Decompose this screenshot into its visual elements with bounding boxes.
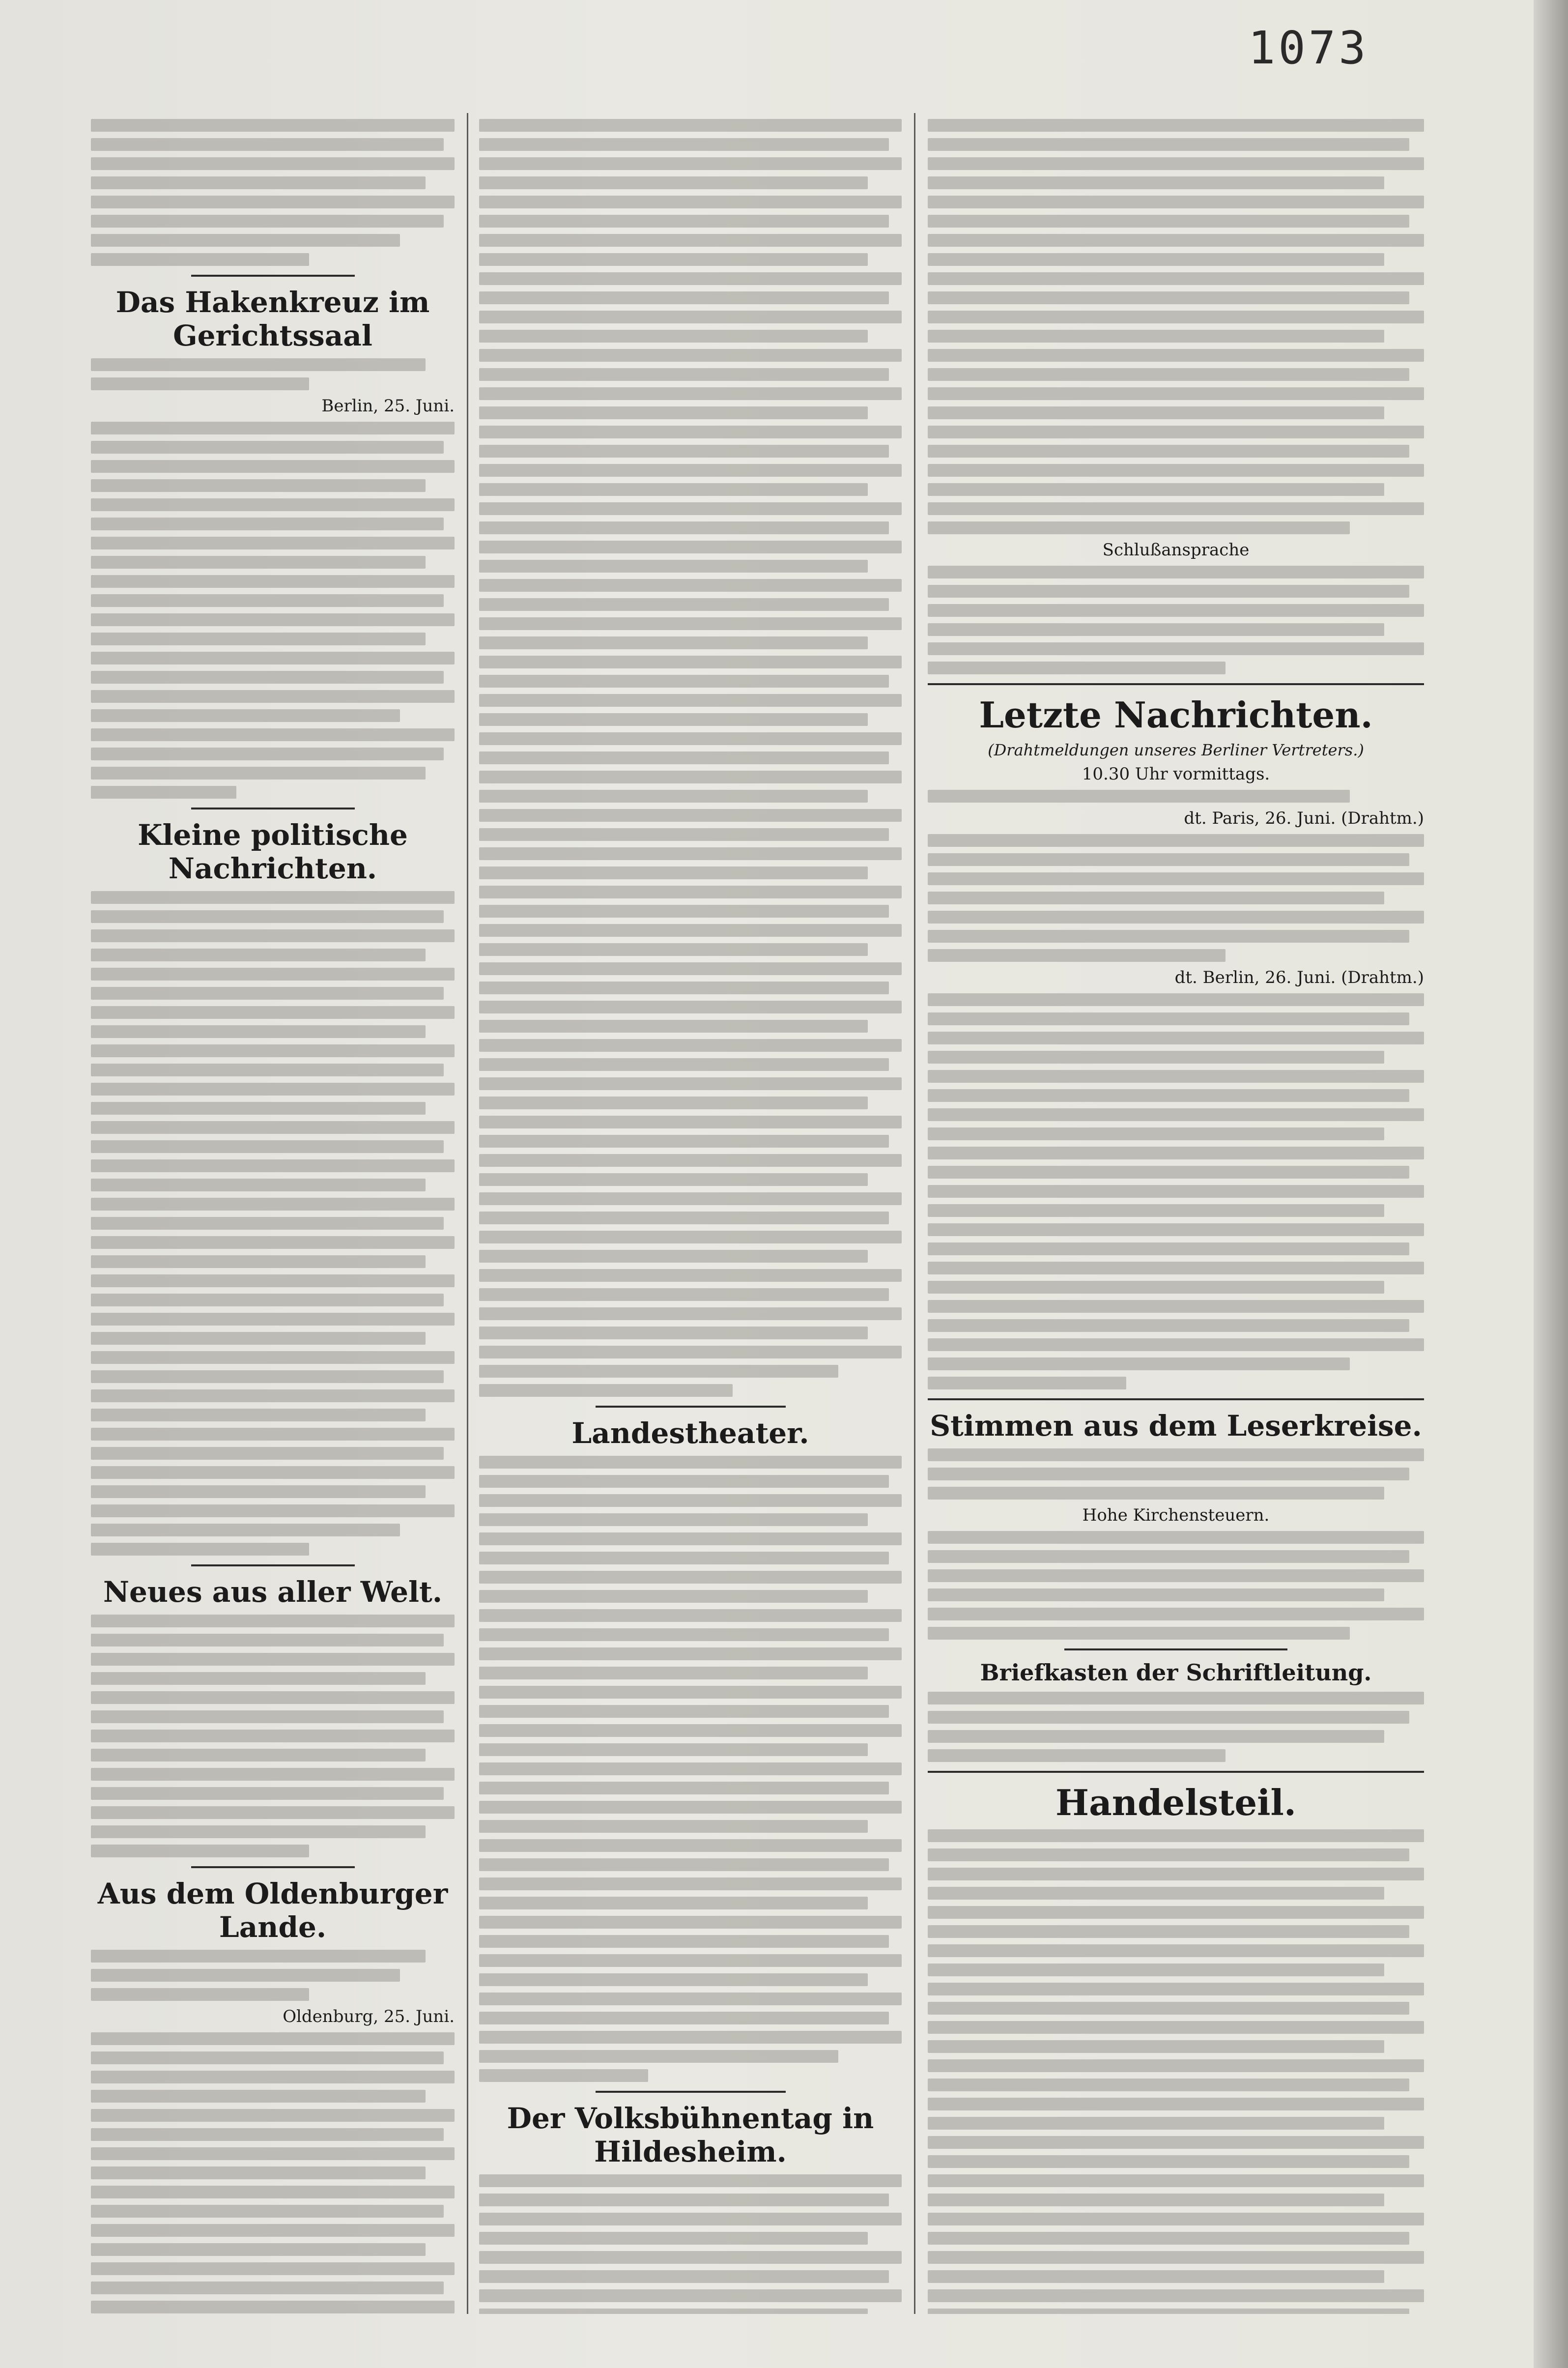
section-rule (191, 1866, 355, 1868)
headline-politische-nachrichten: Kleine politische Nachrichten. (138, 818, 408, 885)
article-hakenkreuz-body (91, 422, 455, 799)
headline-volksbuehnentag: Der Volksbühnentag in Hildesheim. (507, 2102, 874, 2168)
article-berlin-body (928, 993, 1424, 1389)
page-number: 1073 (1248, 22, 1369, 74)
section-rule (928, 1771, 1424, 1773)
section-rule (191, 275, 355, 277)
schlussansprache-body (928, 566, 1424, 674)
column-divider-2 (914, 113, 915, 2314)
section-rule (928, 683, 1424, 685)
column-divider-1 (467, 113, 468, 2314)
section-rule (596, 2091, 786, 2093)
local-news-body (479, 119, 902, 1397)
volksbuehne-continuation (928, 119, 1424, 534)
kirchensteuern-label: Hohe Kirchensteuern. (1082, 1505, 1270, 1525)
letzte-intro-line (928, 790, 1424, 803)
leserkreise-disclaimer (928, 1448, 1424, 1500)
article-welt-body (91, 1615, 455, 1857)
article-politische-body (91, 891, 455, 1556)
dateline-paris: dt. Paris, 26. Juni. (Drahtm.) (1184, 809, 1424, 828)
column-1 (91, 113, 455, 2314)
letzte-nachrichten-subtitle: (Drahtmeldungen unseres Berliner Vertreters.) (988, 741, 1364, 759)
headline-handelsteil: Handelsteil. (1055, 1782, 1296, 1823)
briefkasten-body (928, 1692, 1424, 1762)
headline-letzte-nachrichten: Letzte Nachrichten. (979, 694, 1373, 736)
article-continuation (91, 119, 455, 266)
headline-stimmen-leserkreise: Stimmen aus dem Leserkreise. (930, 1409, 1422, 1443)
page-binding-edge (1534, 0, 1568, 2368)
headline-oldenburger-lande: Aus dem Oldenburger Lande. (97, 1877, 448, 1944)
section-rule (596, 1406, 786, 1408)
kirchensteuern-body (928, 1531, 1424, 1640)
schlussansprache-label: Schlußansprache (1102, 540, 1250, 560)
headline-neues-aus-aller-welt: Neues aus aller Welt. (103, 1575, 443, 1609)
article-oldenburger-body (91, 2032, 455, 2314)
subhead-lines (91, 358, 455, 390)
oldenburger-intro (91, 1950, 455, 2001)
dateline-oldenburg: Oldenburg, 25. Juni. (283, 2007, 455, 2026)
dateline-berlin: Berlin, 25. Juni. (321, 396, 455, 416)
letzte-nachrichten-time: 10.30 Uhr vormittags. (1082, 764, 1270, 784)
article-paris-body (928, 834, 1424, 962)
section-rule (1064, 1648, 1288, 1650)
section-rule (191, 808, 355, 809)
handelsteil-body (928, 1829, 1424, 2314)
column-2 (479, 113, 902, 2314)
headline-hakenkreuz: Das Hakenkreuz im Gerichtssaal (115, 286, 430, 352)
column-3 (928, 113, 1424, 2314)
article-volksbuehnentag-body (479, 2174, 902, 2314)
section-rule (191, 1564, 355, 1566)
article-landestheater-body (479, 1456, 902, 2082)
headline-landestheater: Landestheater. (571, 1416, 809, 1450)
dateline-berlin-drahtm: dt. Berlin, 26. Juni. (Drahtm.) (1174, 968, 1424, 987)
section-rule (928, 1398, 1424, 1400)
headline-briefkasten: Briefkasten der Schriftleitung. (980, 1659, 1372, 1686)
